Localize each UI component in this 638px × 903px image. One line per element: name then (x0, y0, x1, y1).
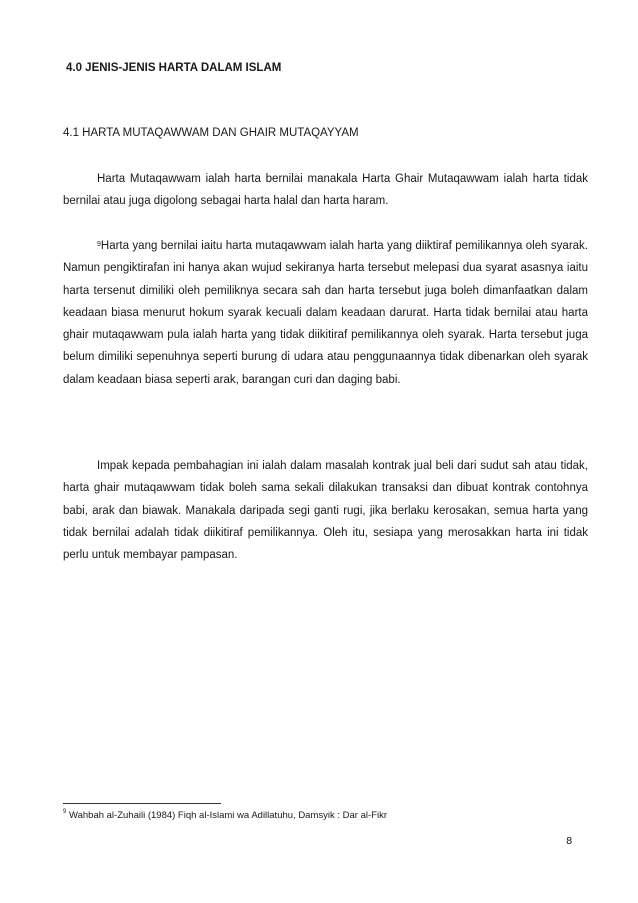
footnote-marker: 9 (63, 809, 67, 815)
page-number: 8 (566, 836, 573, 847)
footnote-text: Wahbah al-Zuhaili (1984) Fiqh al-Islami wa Adillatuhu, Damsyik : Dar al-Fikr (66, 810, 387, 821)
paragraph-1 (63, 168, 588, 213)
footnote-reference: 9 (97, 241, 101, 248)
subsection-heading: 4.1 HARTA MUTAQAWWAM DAN GHAIR MUTAQAYYAM (63, 127, 359, 139)
paragraph-3-text: Impak kepada pembahagian ini ialah dalam masalah kontrak jual beli dari sudut sah atau tidak, harta ghair mutaqawwam tidak boleh sama sekali dilakukan transaksi dan dibuat kontrak contohnya babi, arak dan biawak. Manakala daripada segi ganti rugi, jika berlaku kerosakan, semua harta yang tidak bernilai adalah tidak diikitiraf pemilikannya. Oleh itu, sesiapa yang merosakkan harta ini tidak perlu untuk membayar pampasan. (63, 460, 588, 562)
paragraph-2 (63, 235, 588, 391)
footnote-separator (63, 803, 221, 804)
section-heading: 4.0 JENIS-JENIS HARTA DALAM ISLAM (66, 62, 282, 74)
paragraph-2-text: Harta yang bernilai iaitu harta mutaqawwam ialah harta yang diiktiraf pemilikannya oleh syarak. Namun pengiktirafan ini hanya akan wujud sekiranya harta tersebut melepasi dua syarat asasnya iaitu harta tersenut dimiliki oleh pemiliknya secara sah dan harta tersebut juga boleh dimanfaatkan dalam keadaan biasa menurut hokum syarak kecuali dalam keadaan darurat. Harta tidak bernilai atau harta ghair mutaqawwam pula ialah harta yang tidak diikitiraf pemilikannya oleh syarak. Harta tersebut juga belum dimiliki sepenuhnya seperti burung di udara atau penggunaannya tidak dibenarkan oleh syarak dalam keadaan biasa seperti arak, barangan curi dan daging babi. (63, 240, 588, 386)
footnote (63, 810, 387, 821)
paragraph-3 (63, 455, 588, 566)
paragraph-1-text: Harta Mutaqawwam ialah harta bernilai manakala Harta Ghair Mutaqawwam ialah harta tidak bernilai atau juga digolong sebagai harta halal dan harta haram. (63, 173, 588, 208)
